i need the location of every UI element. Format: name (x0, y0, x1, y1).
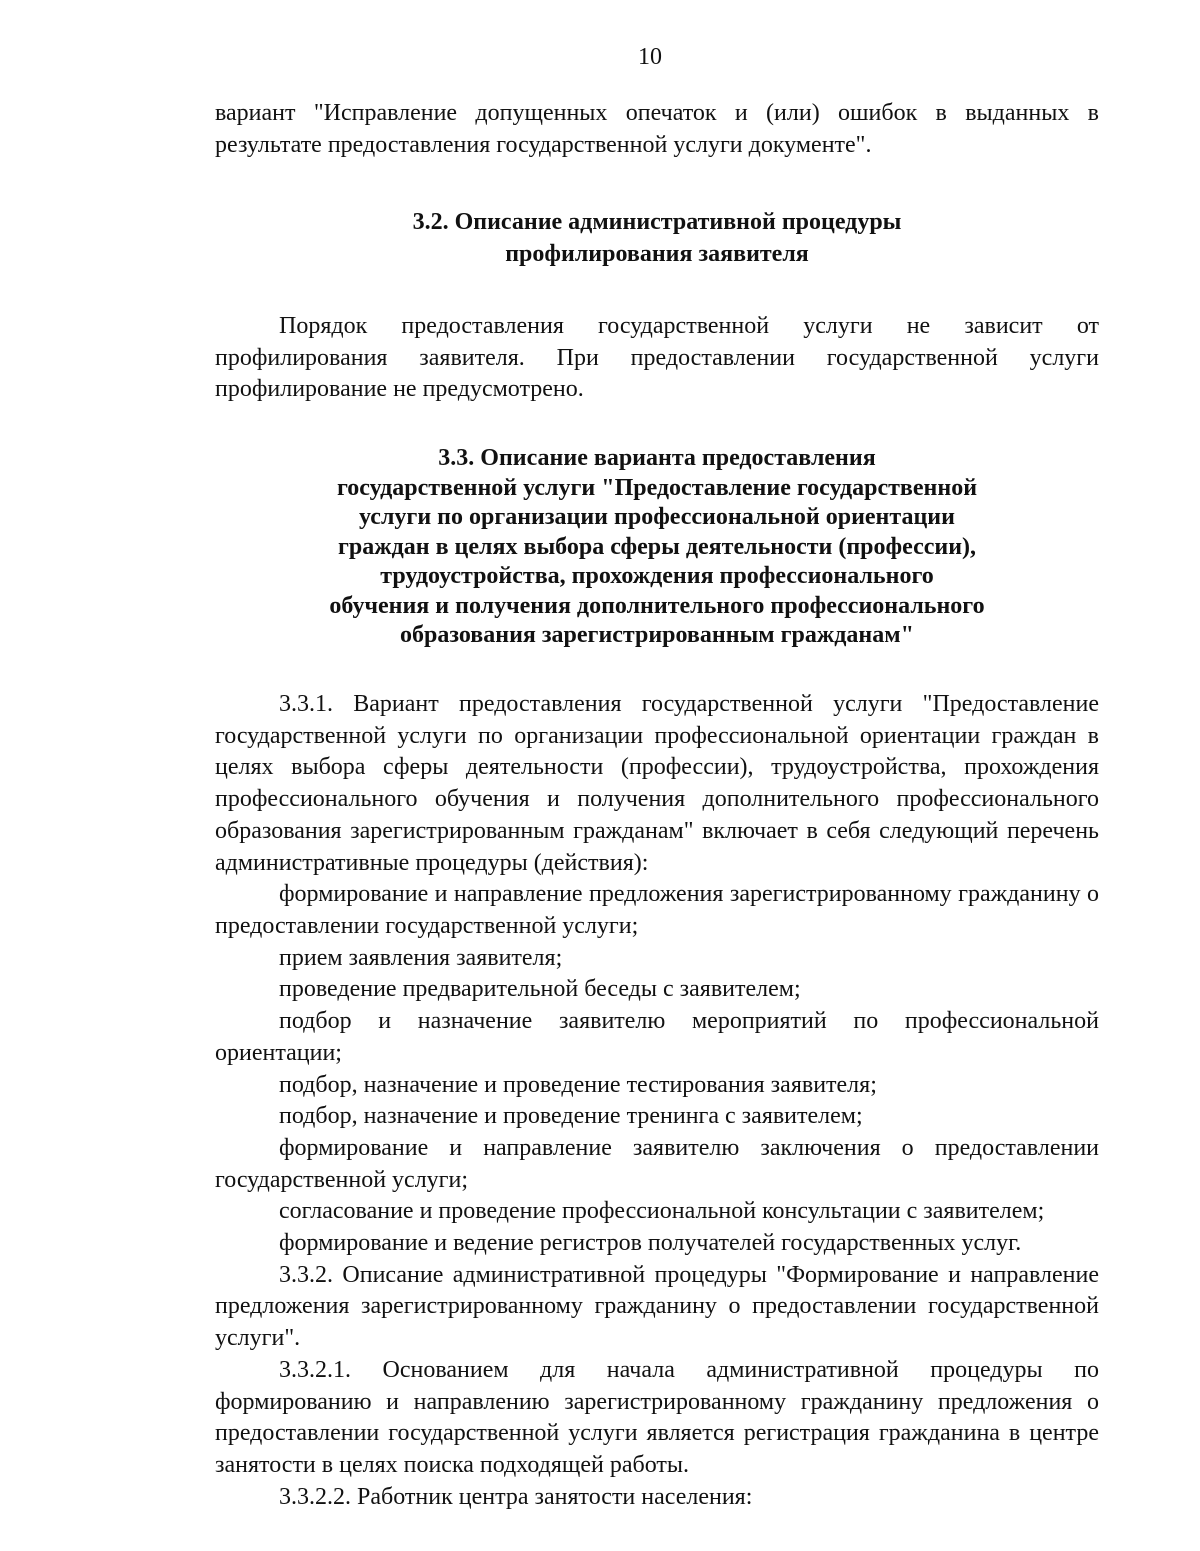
list-item: проведение предварительной беседы с заявителем; (279, 976, 801, 1003)
page-number: 10 (638, 44, 662, 70)
list-item: формирование и направление предложения зарегистрированному гражданину о предоставлении государственной услуги; (215, 881, 1099, 939)
section-heading-3-2 (215, 207, 1099, 270)
paragraph-3-3-2: 3.3.2. Описание административной процедуры "Формирование и направление предложения зарегистрированному гражданину о предоставлении государственной услуги". (215, 1261, 1099, 1352)
list-item: согласование и проведение профессиональной консультации с заявителем; (279, 1198, 1045, 1225)
list-item: формирование и направление заявителю заключения о предоставлении государственной услуги; (215, 1134, 1099, 1193)
heading-line: 3.3. Описание варианта предоставления (438, 444, 876, 471)
heading-line: услуги по организации профессиональной ориентации (359, 504, 955, 531)
paragraph-3-3-2-1: 3.3.2.1. Основанием для начала административной процедуры по формированию и направлению зарегистрированному гражданину предложения о предоставлении государственной услуги является регистрация гражданина в центре занятости в целях поиска подходящей работы. (215, 1356, 1099, 1478)
heading-line: обучения и получения дополнительного профессионального (329, 592, 985, 619)
section-heading-3-3 (215, 444, 1099, 651)
heading-line: образования зарегистрированным гражданам" (400, 622, 914, 649)
heading-line: 3.2. Описание административной процедуры (412, 209, 902, 236)
list-item: подбор, назначение и проведение тестирования заявителя; (279, 1071, 877, 1098)
heading-line: граждан в целях выбора сферы деятельности (профессии), (337, 533, 977, 560)
list-item: прием заявления заявителя; (279, 944, 563, 971)
paragraph-3-3-1: 3.3.1. Вариант предоставления государственной услуги "Предоставление государственной услуги по организации профессиональной ориентации граждан в целях выбора сферы деятельности (профессии), трудоустройства, прохождения профессионального обучения и получения дополнительного профессионального образования зарегистрированным гражданам" включает в себя следующий перечень административные процедуры (действия): (215, 691, 1099, 876)
heading-line: трудоустройства, прохождения профессионального (380, 563, 934, 590)
paragraph-top: вариант "Исправление допущенных опечаток и (или) ошибок в выданных в результате предоставления государственной услуги документе". (215, 100, 1099, 158)
document-body (215, 98, 1099, 1513)
paragraph-3-2: Порядок предоставления государственной услуги не зависит от профилирования заявителя. При предоставлении государственной услуги профилирование не предусмотрено. (215, 312, 1099, 403)
paragraph-3-3-2-2: 3.3.2.2. Работник центра занятости населения: (279, 1483, 753, 1510)
heading-line: государственной услуги "Предоставление государственной (336, 474, 978, 501)
list-item: формирование и ведение регистров получателей государственных услуг. (279, 1230, 1022, 1257)
heading-line: профилирования заявителя (505, 241, 809, 268)
list-item: подбор, назначение и проведение тренинга с заявителем; (279, 1103, 863, 1130)
list-item: подбор и назначение заявителю мероприятий по профессиональной ориентации; (215, 1008, 1099, 1066)
